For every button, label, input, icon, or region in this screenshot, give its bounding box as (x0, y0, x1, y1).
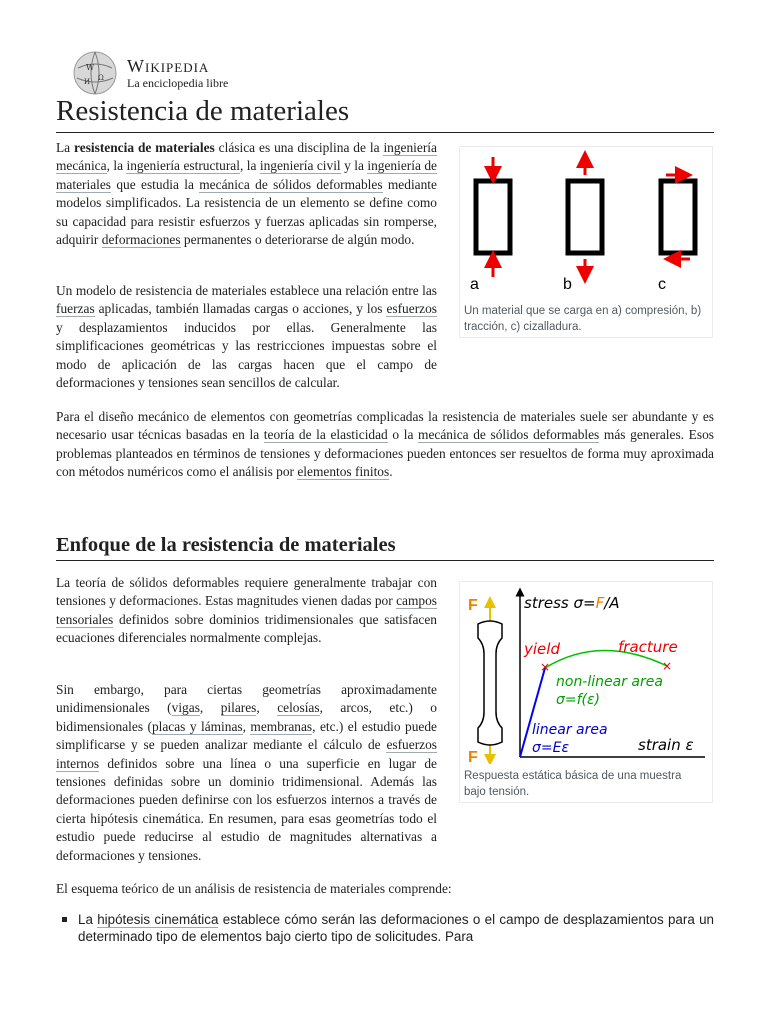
scheme-paragraph: El esquema teórico de un análisis de resistencia de materiales comprende: (56, 881, 452, 896)
figure-caption: Un material que se carga en a) compresión, b) tracción, c) cizalladura. (464, 305, 702, 333)
link-teoria-elasticidad[interactable]: teoría de la elasticidad (263, 427, 388, 443)
link-ingenieria-estructural[interactable]: ingeniería estructural (126, 158, 240, 174)
force-bottom-label: F (468, 749, 478, 764)
list-item: La hipótesis cinemática establece cómo serán las deformaciones o el campo de desplazamientos para un determinado tipo de elementos bajo cierto tipo de solicitudes. Para (56, 911, 714, 945)
tensor-paragraph: La teoría de sólidos deformables requiere generalmente trabajar con tensiones y deformaciones. Estas magnitudes vienen dadas por campos tensoriales definidos sobre dominios tridimensionales que satisfacen ecuaciones diferenciales normalmente complejas. (56, 575, 437, 646)
specimen-c (661, 181, 695, 253)
link-vigas[interactable]: vigas (171, 700, 200, 716)
linear-formula: σ=Eε (532, 740, 570, 756)
link-ingenieria-civil[interactable]: ingeniería civil (259, 158, 341, 174)
svg-text:W: W (86, 63, 95, 72)
figure-load-types (459, 146, 713, 338)
specimen-b (568, 181, 602, 253)
strain-axis-label: strain ε (638, 736, 694, 754)
intro-paragraph: La resistencia de materiales clásica es una disciplina de la ingeniería mecánica, la ingeniería estructural, la ingeniería civil y la ingeniería de materiales que estudia la mecánica de sólidos deformables mediante modelos simplificados. La resistencia de un elemento se define como su capacidad para resistir esfuerzos y fuerzas aplicadas sin romperse, adquirir deformaciones permanentes o deteriorarse de algún modo. (56, 140, 437, 248)
force-top-label: F (468, 597, 478, 614)
linear-label: linear area (532, 722, 608, 738)
link-membranas[interactable]: membranas (250, 718, 313, 734)
wikipedia-tagline: La enciclopedia libre (127, 76, 229, 90)
wikipedia-globe-icon (72, 50, 118, 96)
link-hipotesis-cinematica[interactable]: hipótesis cinemática (97, 912, 219, 927)
figure-caption: Respuesta estática básica de una muestra bajo tensión. (464, 770, 682, 798)
link-pilares[interactable]: pilares (220, 700, 257, 716)
link-mecanica-solidos-deformables[interactable]: mecánica de sólidos deformables (418, 427, 600, 443)
label-a: a (470, 276, 479, 293)
stress-strain-diagram (460, 582, 712, 764)
link-fuerzas[interactable]: fuerzas (56, 301, 95, 317)
link-mecanica-de-solidos[interactable]: mecánica de sólidos deformables (199, 176, 383, 192)
svg-text:×: × (662, 659, 673, 673)
yield-label: yield (524, 640, 560, 658)
specimen-dogbone (478, 621, 502, 745)
svg-text:И: И (84, 78, 91, 86)
svg-text:×: × (540, 660, 551, 674)
link-ingenieria-mecanica[interactable]: ingeniería mecánica (56, 140, 437, 174)
model-paragraph: Un modelo de resistencia de materiales establece una relación entre las fuerzas aplicadas, también llamadas cargas o acciones, y los esfuerzos y desplazamientos inducidos por ellas. Generalmente las simplificaciones geométricas y las restricciones impuestas sobre el modo de aplicación de las cargas hacen que el campo de deformaciones y tensiones sean sencillos de calcular. (56, 283, 437, 391)
fracture-label: fracture (618, 638, 678, 656)
link-esfuerzos[interactable]: esfuerzos (386, 301, 437, 317)
label-b: b (563, 276, 572, 293)
svg-text:stress σ=F/A: stress σ=F/A (524, 594, 620, 612)
design-paragraph: Para el diseño mecánico de elementos con geometrías complicadas la resistencia de materiales suele ser abundante y es necesario usar técnicas basadas en la teoría de la elasticidad o la mecánica de sólidos deformables más generales. Esos problemas planteados en términos de tensiones y deformaciones pueden entonces ser resueltos de forma muy aproximada con métodos numéricos como el análisis por elementos finitos. (56, 409, 714, 480)
specimen-a (476, 181, 510, 253)
nonlinear-label: non-linear area (556, 674, 663, 690)
link-elementos-finitos[interactable]: elementos finitos (297, 464, 390, 480)
scheme-list (56, 911, 714, 945)
link-campos-tensoriales[interactable]: campos tensoriales (56, 593, 437, 627)
stress-axis-label: stress σ= (524, 594, 596, 612)
section-heading: Enfoque de la resistencia de materiales (56, 533, 714, 561)
link-esfuerzos-internos[interactable]: esfuerzos internos (56, 737, 437, 771)
link-deformaciones[interactable]: deformaciones (101, 232, 181, 248)
svg-text:Ω: Ω (98, 74, 104, 82)
link-placas-laminas[interactable]: placas y láminas (151, 718, 243, 734)
wikipedia-wordmark: Wikipedia (127, 56, 210, 76)
figure-stress-strain (459, 581, 713, 803)
simplification-paragraph: Sin embargo, para ciertas geometrías aproximadamente unidimensionales (vigas, pilares, celosías, arcos, etc.) o bidimensionales (placas y láminas, membranas, etc.) el estudio puede simplificarse y se pueden analizar mediante el cálculo de esfuerzos internos definidos sobre una línea o una superficie en lugar de tensiones definidas sobre un dominio tridimensional. Además las deformaciones pueden definirse con los esfuerzos internos a través de cierta hipótesis cinemática. En resumen, para esas geometrías todo el estudio puede reducirse al estudio de magnitudes alternativas a deformaciones y tensiones. (56, 682, 437, 863)
label-c: c (658, 276, 666, 293)
load-types-diagram (460, 147, 712, 297)
page-title: Resistencia de materiales (56, 94, 714, 133)
wikipedia-logo[interactable] (72, 50, 272, 96)
link-ingenieria-de-materiales[interactable]: ingeniería de materiales (56, 158, 437, 192)
link-celosias[interactable]: celosías (277, 700, 320, 716)
bold-term: resistencia de materiales (74, 140, 215, 155)
nonlinear-formula: σ=f(ε) (556, 692, 601, 708)
